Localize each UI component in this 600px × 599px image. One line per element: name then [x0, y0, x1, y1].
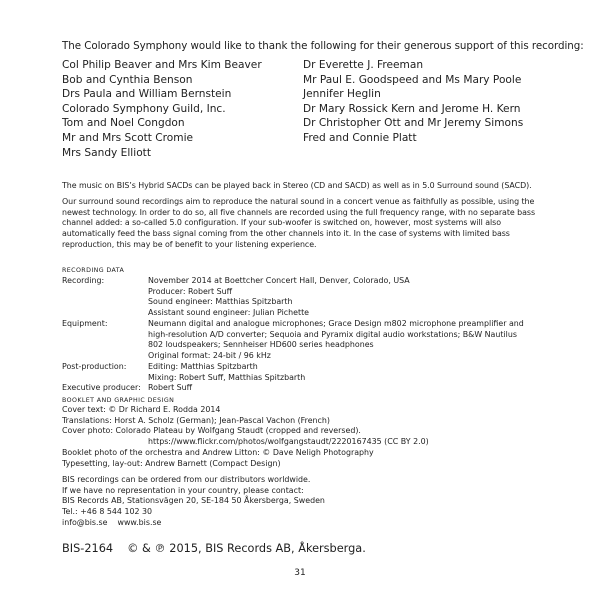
sacd-note: The music on BIS’s Hybrid SACDs can be played back in Stereo (CD and SACD) as well as in 5.0 Surround sound (SACD). [62, 181, 532, 190]
equipment-line: high-resolution A/D converter; Sequoia and Pyramix digital audio workstations; B&W Nautilus [148, 329, 517, 339]
sponsor-name: Dr Mary Rossick Kern and Jerome H. Kern [303, 102, 521, 115]
sponsor-name: Tom and Noel Congdon [62, 117, 185, 130]
sponsor-name: Col Philip Beaver and Mrs Kim Beaver [62, 59, 262, 71]
sponsor-name: Mrs Sandy Elliott [62, 146, 151, 159]
translations-credit: Translations: Horst A. Scholz (German); Jean-Pascal Vachon (French) [62, 415, 330, 425]
recording-details [148, 276, 548, 319]
sponsor-name: Mr and Mrs Scott Cromie [62, 131, 194, 144]
sponsor-list-right [303, 58, 523, 146]
sponsor-name: Drs Paula and William Bernstein [62, 88, 232, 101]
sponsor-name: Dr Christopher Ott and Mr Jeremy Simons [303, 117, 524, 130]
post-production-line: Mixing: Robert Suff, Matthias Spitzbarth [148, 372, 306, 382]
sponsor-name: Jennifer Heglin [303, 88, 381, 101]
sponsor-list-left [62, 58, 262, 160]
contact-info [62, 475, 325, 529]
recording-line: November 2014 at Boettcher Concert Hall, Denver, Colorado, USA [148, 276, 410, 285]
booklet-photo-credit: Booklet photo of the orchestra and Andrew Litton: © Dave Neligh Photography [62, 447, 374, 457]
catalogue-number: BIS-2164 [62, 542, 114, 555]
executive-producer-details [148, 383, 548, 394]
website-link[interactable]: www.bis.se [117, 517, 162, 527]
sponsor-name: Fred and Connie Platt [303, 131, 417, 144]
equipment-label: Equipment: [62, 319, 108, 328]
address: BIS Records AB, Stationsvägen 20, SE-184 50 Åkersberga, Sweden [62, 496, 325, 506]
equipment-details [148, 319, 548, 362]
executive-producer-line: Robert Suff [148, 383, 193, 392]
cover-text-credit: Cover text: © Dr Richard E. Rodda 2014 [62, 405, 221, 414]
contact-note: If we have no representation in your country, please contact: [62, 485, 304, 495]
post-production-label: Post-production: [62, 362, 127, 371]
design-credits [62, 405, 429, 469]
sponsor-name: Mr Paul E. Goodspeed and Ms Mary Poole [303, 73, 522, 86]
cover-photo-credit: Cover photo: Colorado Plateau by Wolfgang Staudt (cropped and reversed). [62, 426, 361, 436]
equipment-line: 802 loudspeakers; Sennheiser HD600 series headphones [148, 340, 374, 350]
recording-label: Recording: [62, 276, 105, 285]
surround-note: Our surround sound recordings aim to reproduce the natural sound in a concert venue as faithfully as possible, using the newest technology. In order to do so, all five channels are recorded using the full frequency range, with no separate bass channel added: a so-called 5.0 configuration. If your sub-woofer is switched on, however, most systems will also automatically feed the bass signal coming from the other channels into it. In the case of systems with limited bass reproduction, this may be of benefit to your listening experience. [62, 197, 536, 249]
post-production-details [148, 362, 548, 383]
sponsor-name: Colorado Symphony Guild, Inc. [62, 102, 226, 115]
telephone: Tel.: +46 8 544 102 30 [62, 507, 153, 517]
recording-data-heading: RECORDING DATA [62, 267, 125, 274]
equipment-line: Neumann digital and analogue microphones; Grace Design m802 microphone preamplifier and [148, 319, 524, 328]
copyright-notice: © & ℗ 2015, BIS Records AB, Åkersberga. [127, 542, 366, 555]
email-web-line [62, 518, 325, 529]
post-production-line: Editing: Matthias Spitzbarth [148, 362, 258, 371]
design-heading: BOOKLET AND GRAPHIC DESIGN [62, 397, 175, 404]
sponsor-name: Dr Everette J. Freeman [303, 59, 424, 71]
distributor-note: BIS recordings can be ordered from our distributors worldwide. [62, 475, 311, 484]
executive-producer-label: Executive producer: [62, 383, 141, 392]
recording-line: Producer: Robert Suff [148, 286, 233, 296]
equipment-line: Original format: 24-bit / 96 kHz [148, 351, 271, 361]
cover-photo-url: https://www.flickr.com/photos/wolfgangstaudt/2220167435 (CC BY 2.0) [148, 437, 429, 447]
catalogue-line [62, 542, 366, 555]
email-link[interactable]: info@bis.se [62, 517, 108, 527]
recording-line: Assistant sound engineer: Julian Pichette [148, 308, 310, 318]
recording-line: Sound engineer: Matthias Spitzbarth [148, 297, 293, 307]
thanks-intro: The Colorado Symphony would like to thank the following for their generous support of this recording: [62, 40, 584, 52]
page-number: 31 [294, 568, 306, 578]
typesetting-credit: Typesetting, lay-out: Andrew Barnett (Compact Design) [62, 458, 281, 468]
sponsor-name: Bob and Cynthia Benson [62, 73, 193, 86]
